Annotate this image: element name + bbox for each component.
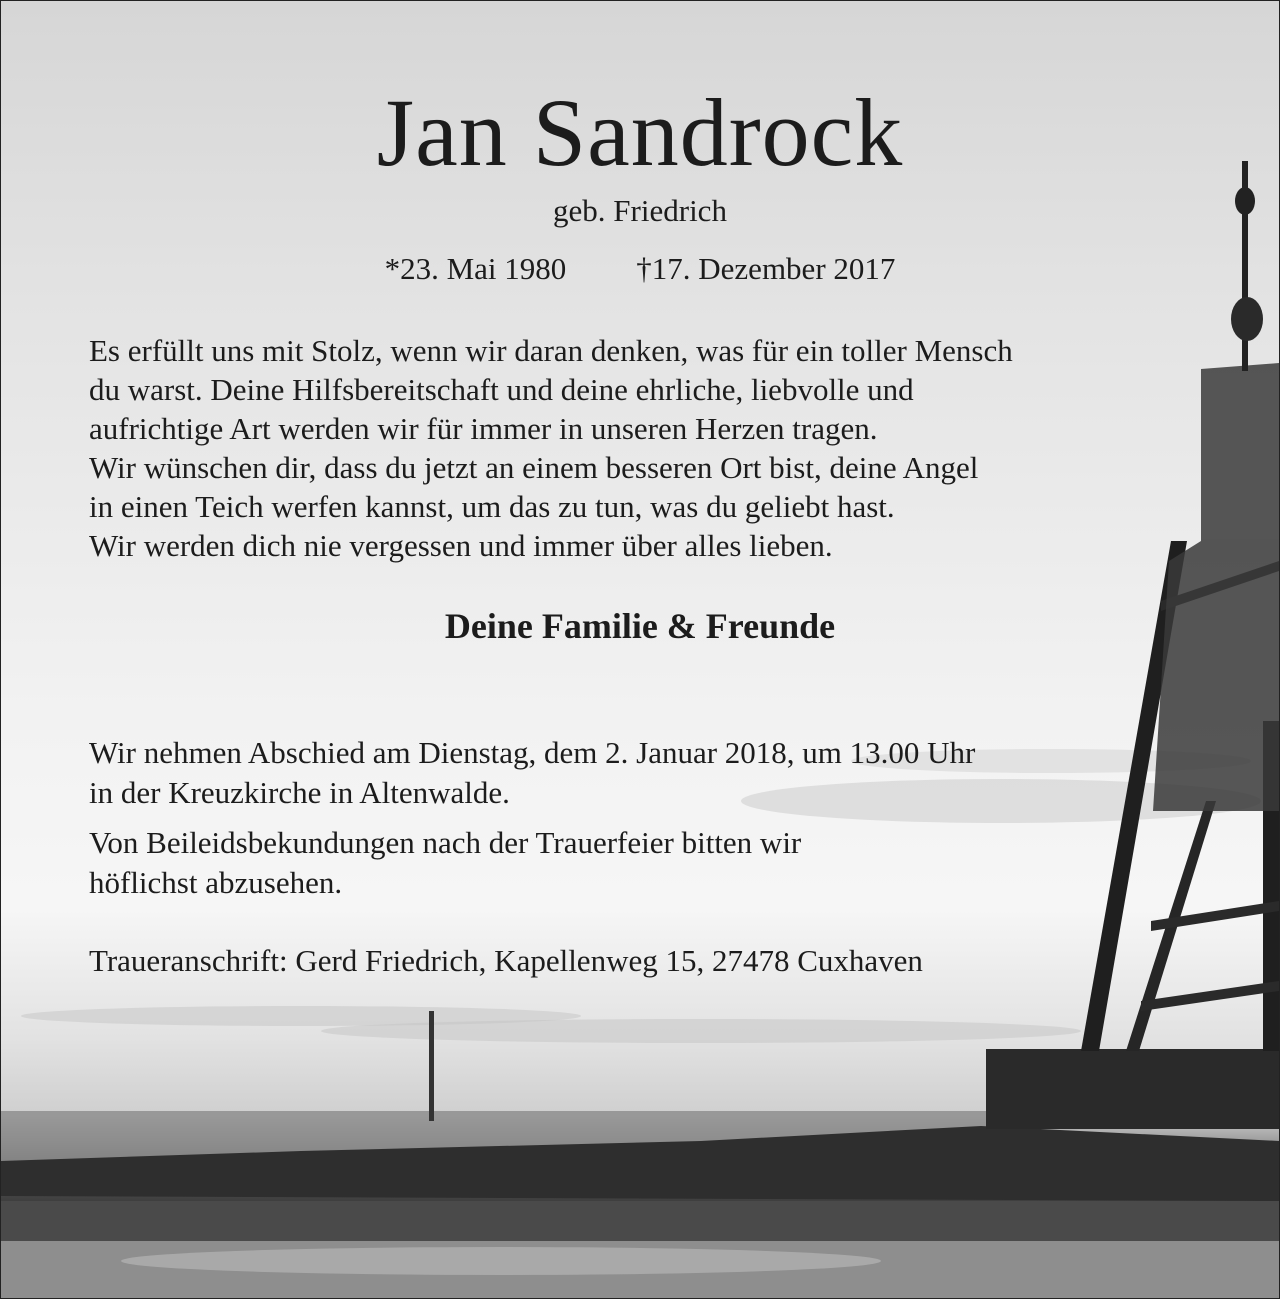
condolence-line: Von Beileidsbekundungen nach der Trauerfeier bitten wir bbox=[89, 825, 802, 860]
mourning-address: Traueranschrift: Gerd Friedrich, Kapellenweg 15, 27478 Cuxhaven bbox=[89, 943, 923, 978]
message-line: du warst. Deine Hilfsbereitschaft und deine ehrliche, liebvolle und bbox=[89, 372, 914, 407]
condolence-note bbox=[89, 823, 989, 903]
farewell-info bbox=[89, 733, 1189, 813]
birth-date: *23. Mai 1980 bbox=[384, 251, 567, 286]
message-line: in einen Teich werfen kannst, um das zu tun, was du geliebt hast. bbox=[89, 489, 895, 524]
deceased-name: Jan Sandrock bbox=[376, 79, 904, 186]
death-date: †17. Dezember 2017 bbox=[636, 251, 896, 286]
notice-content bbox=[1, 1, 1279, 1298]
farewell-line: Wir nehmen Abschied am Dienstag, dem 2. Januar 2018, um 13.00 Uhr bbox=[89, 735, 976, 770]
message-line: Wir wünschen dir, dass du jetzt an einem besseren Ort bist, deine Angel bbox=[89, 450, 979, 485]
message-line: Wir werden dich nie vergessen und immer über alles lieben. bbox=[89, 528, 833, 563]
life-dates bbox=[1, 251, 1279, 287]
signature: Deine Familie & Freunde bbox=[444, 606, 836, 646]
maiden-name: geb. Friedrich bbox=[553, 193, 727, 228]
message-line: aufrichtige Art werden wir für immer in unseren Herzen tragen. bbox=[89, 411, 878, 446]
message-line: Es erfüllt uns mit Stolz, wenn wir daran denken, was für ein toller Mensch bbox=[89, 333, 1013, 368]
condolence-line: höflichst abzusehen. bbox=[89, 865, 343, 900]
farewell-line: in der Kreuzkirche in Altenwalde. bbox=[89, 775, 510, 810]
memorial-message bbox=[89, 331, 1189, 565]
